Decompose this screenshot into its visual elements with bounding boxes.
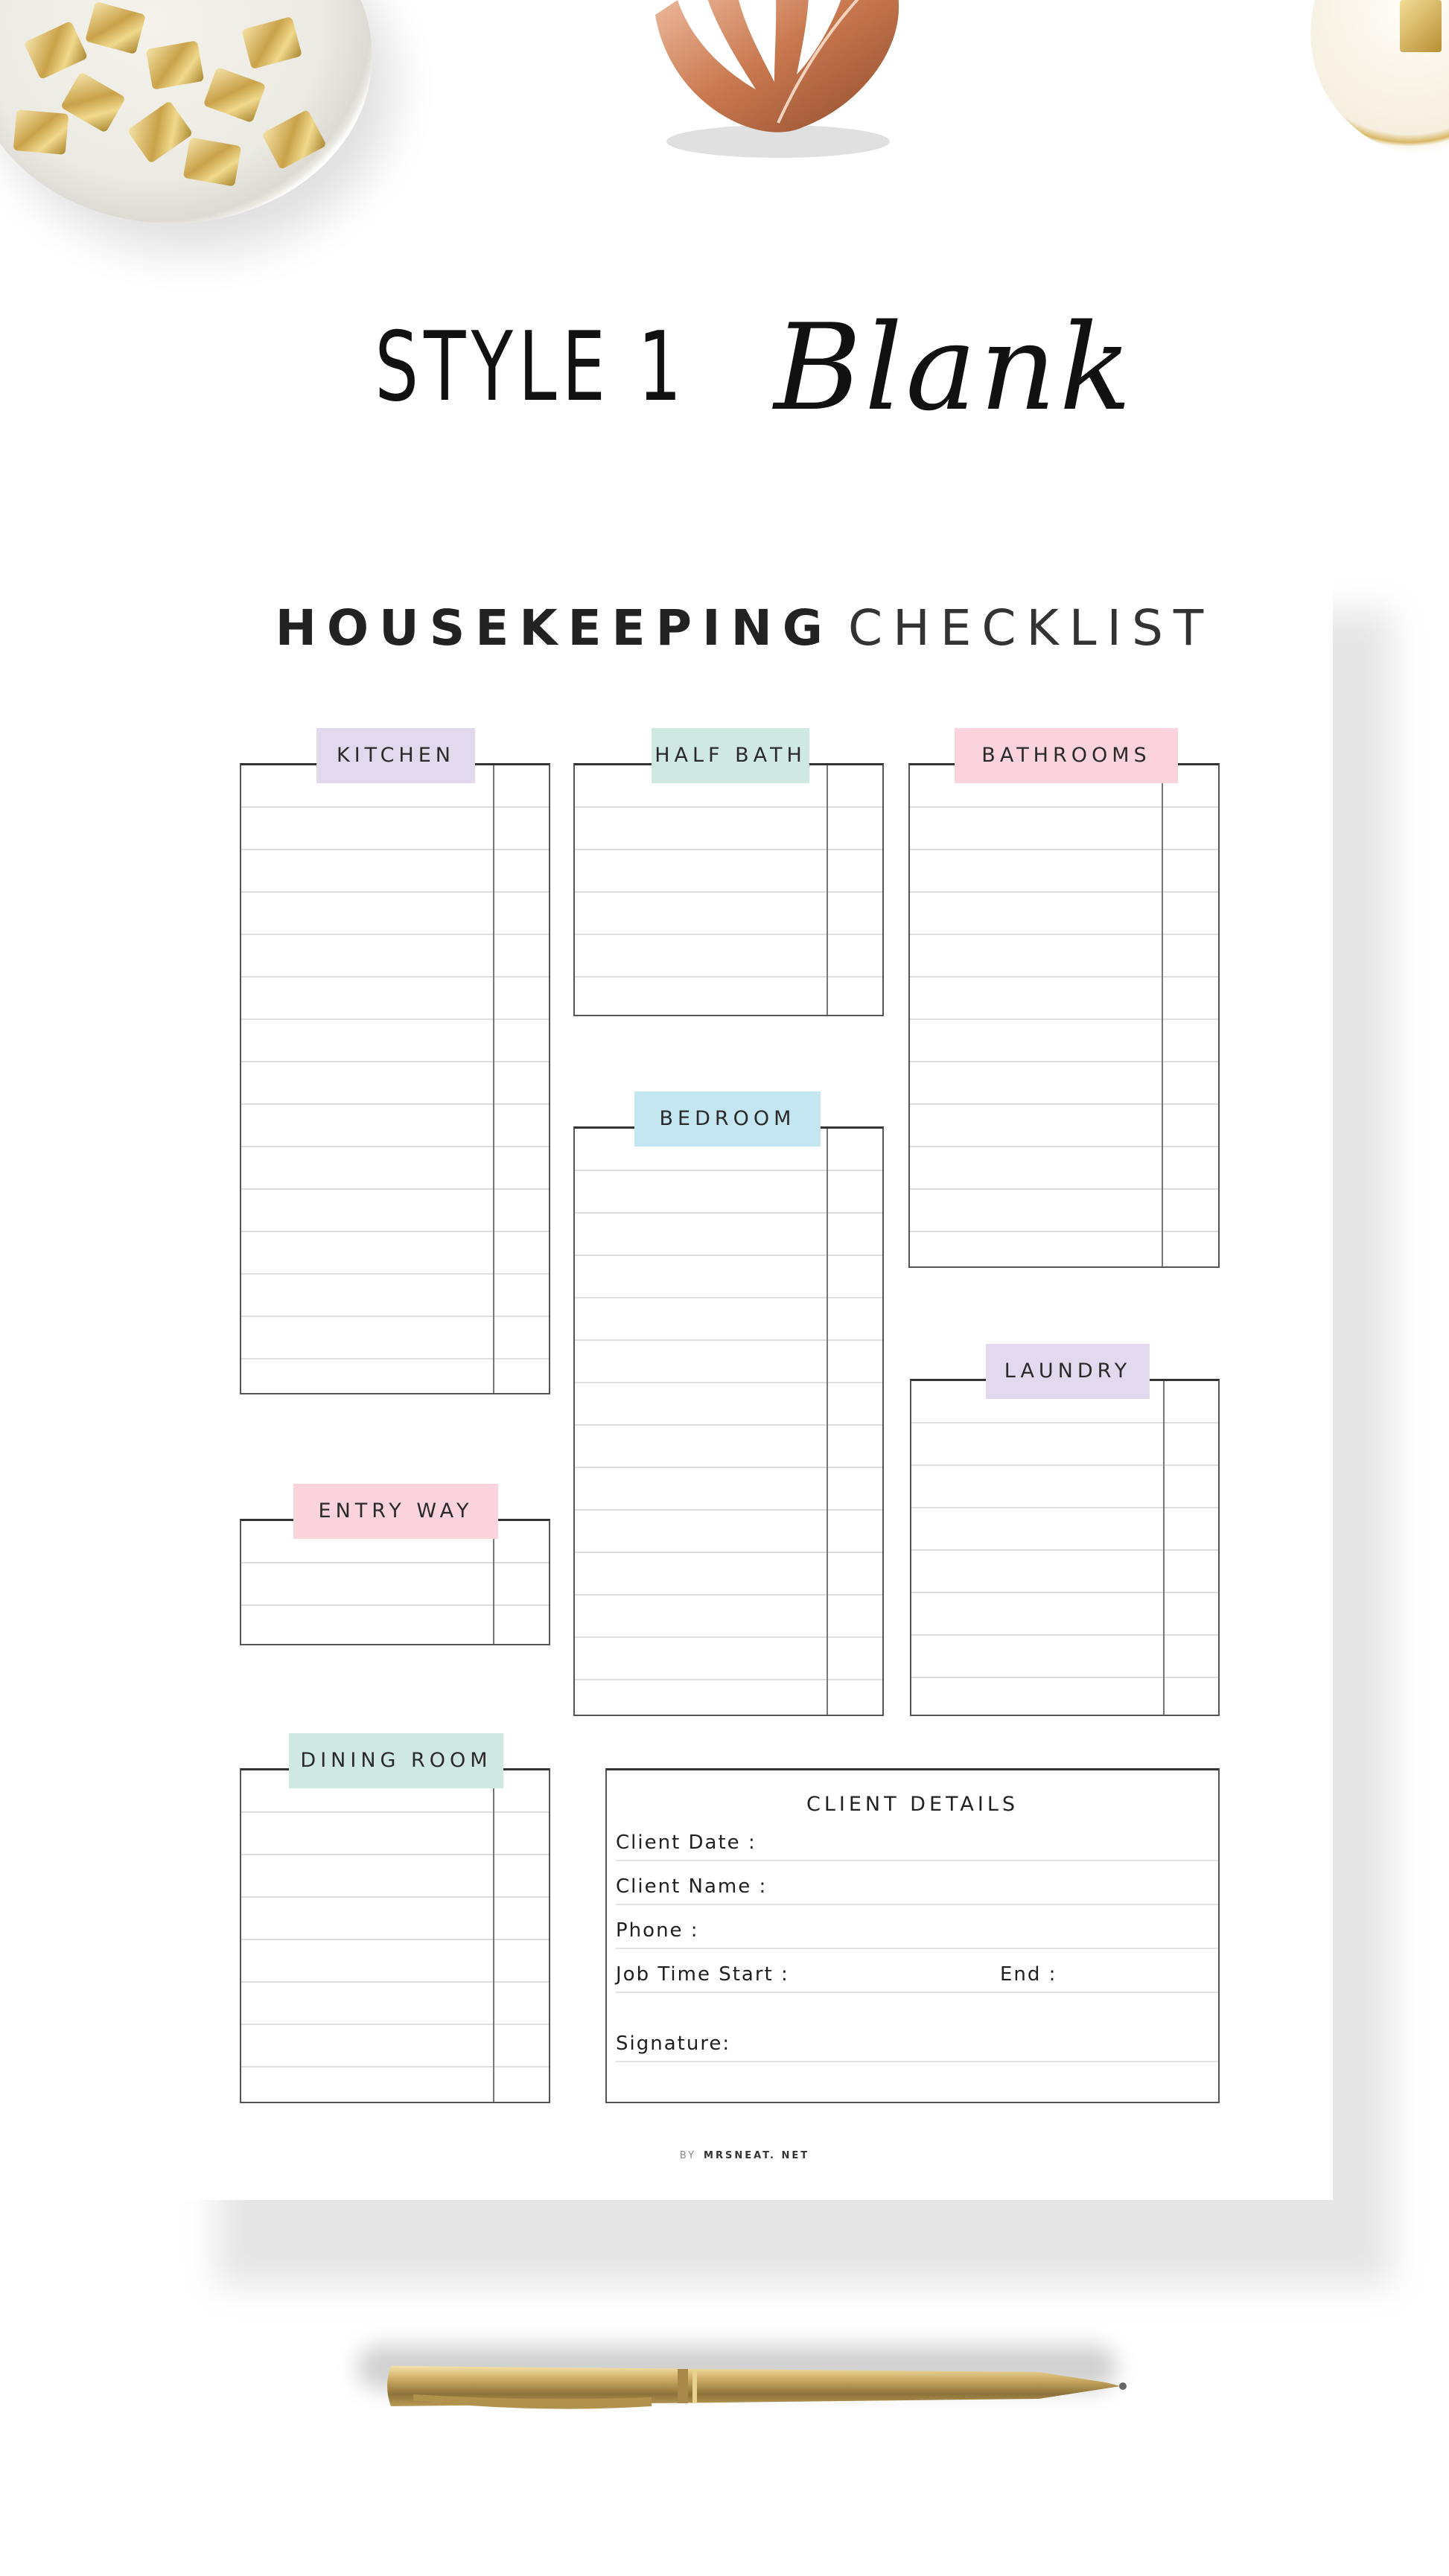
laundry-checklist bbox=[910, 1359, 1220, 1716]
entry-way-tag: ENTRY WAY bbox=[293, 1484, 498, 1539]
checklist-page bbox=[156, 566, 1333, 2200]
style-word: Blank bbox=[774, 298, 1135, 437]
title-checklist: CHECKLIST bbox=[847, 599, 1214, 657]
kitchen-tag: KITCHEN bbox=[316, 728, 475, 783]
client-name-label: Client Name : bbox=[616, 1875, 768, 1898]
laundry-tag: LAUNDRY bbox=[986, 1344, 1150, 1399]
job-time-start-label: Job Time Start : bbox=[616, 1963, 789, 1986]
gold-binder-clip bbox=[1400, 0, 1442, 52]
footer-by: BY bbox=[679, 2150, 697, 2161]
style-heading bbox=[0, 298, 1449, 437]
client-name-line bbox=[616, 1904, 1218, 1905]
footer-site: MRSNEAT. NET bbox=[704, 2150, 810, 2161]
signature-line bbox=[616, 2061, 1218, 2062]
footer-credit bbox=[156, 2150, 1333, 2161]
dining-room-tag: DINING ROOM bbox=[289, 1733, 503, 1788]
phone-label: Phone : bbox=[616, 1919, 699, 1942]
client-date-line bbox=[616, 1860, 1218, 1861]
client-date-label: Client Date : bbox=[616, 1831, 757, 1854]
phone-line bbox=[616, 1948, 1218, 1949]
client-details-title: CLIENT DETAILS bbox=[806, 1793, 1019, 1816]
signature-label: Signature: bbox=[616, 2033, 731, 2055]
half-bath-tag: HALF BATH bbox=[652, 728, 809, 783]
document-title bbox=[156, 599, 1333, 657]
job-time-line bbox=[616, 1992, 1218, 1993]
monstera-leaf-decoration bbox=[625, 0, 923, 164]
half-bath-checklist bbox=[573, 744, 884, 1016]
bedroom-tag: BEDROOM bbox=[634, 1091, 821, 1147]
client-details-box bbox=[605, 1768, 1220, 2103]
bathrooms-checklist bbox=[908, 744, 1220, 1268]
entry-way-checklist bbox=[240, 1499, 550, 1645]
bathrooms-tag: BATHROOMS bbox=[955, 728, 1178, 783]
style-label: STYLE 1 bbox=[375, 312, 687, 423]
bedroom-checklist bbox=[573, 1107, 884, 1716]
kitchen-checklist bbox=[240, 744, 550, 1394]
dining-room-checklist bbox=[240, 1749, 550, 2103]
gold-pen-decoration bbox=[383, 2345, 1128, 2427]
end-label: End : bbox=[1000, 1963, 1057, 1986]
title-housekeeping: HOUSEKEEPING bbox=[275, 599, 833, 657]
